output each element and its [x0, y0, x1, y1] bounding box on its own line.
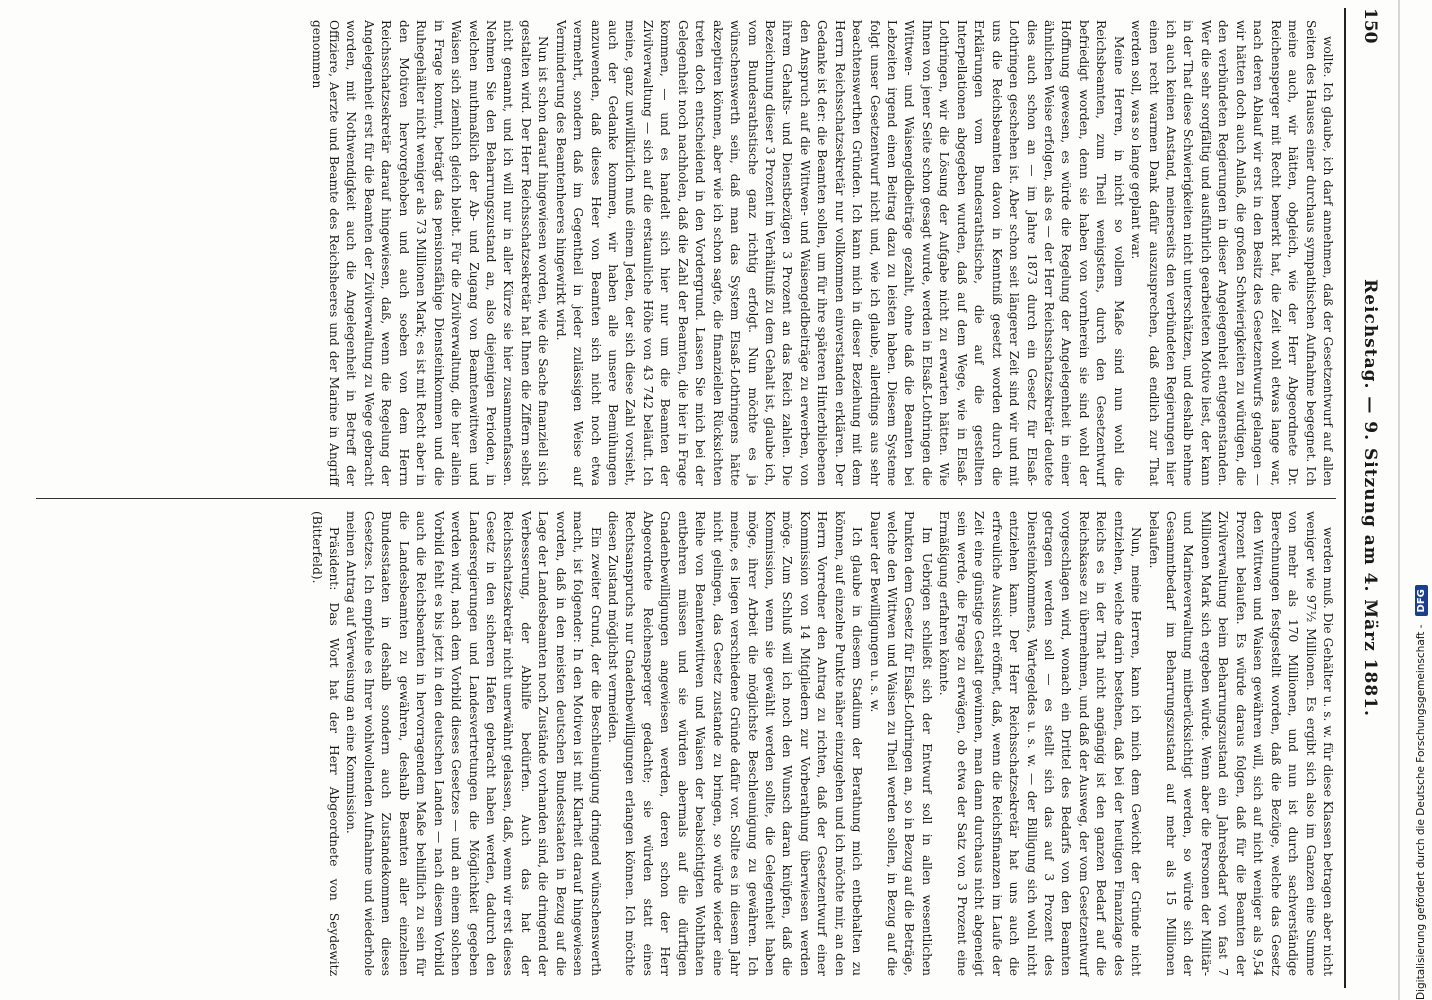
- text-columns: [36, 8, 1336, 988]
- running-header: [1348, 8, 1392, 988]
- rotated-sheet: [28, 8, 1392, 988]
- paragraph: Nun ist schon darauf hingewiesen worden, wie die Sache finanziell sich gestalten wird. Der Herr Reichsschatzsekretär hat Ihnen die Ziffern selbst nicht genannt, und ich will nur in aller Kürze sie hier zusammenfassen. Nehmen Sie den Beharrungszustand an, also diejenigen Perioden, in welchen muthmaßlich der Ab- und Zugang von Beamtenwittwen und Waisen sich ziemlich gleich bleibt. Für die Zivilverwaltung, die hier allein in Frage kommt, beträgt das pensionsfähige Diensteinkommen und die Ruhegehälter nicht weniger als 73 Millionen Mark; es ist mit Recht aber in den Motiven hervorgehoben und auch soeben von dem Herrn Reichsschatzsekretär darauf hingewiesen, daß, wenn die Regelung der Angelegenheit erst für die Beamten der Zivilverwaltung zu Wege gebracht worden, mit Nothwendigkeit auch die Angelegenheit in Betreff der Offiziere, Aerzte und Beamte des Reichsheeres und der Marine in Angriff genommen: [309, 20, 551, 486]
- imprint-text: Digitalisierung gefördert durch die Deutsche Forschungsgemeinschaft -: [1415, 624, 1427, 1000]
- digitization-imprint: [1412, 0, 1430, 1000]
- paragraph: Ein zweiter Grund, der die Beschleunigung dringend wünschenswerth macht, ist folgender: In den Motiven ist mit Klarheit darauf hingewiesen worden, daß in den meisten deutschen Bundesstaaten in Bezug auf die Lage der Landesbeamten noch Zustände vorhanden sind, die dringend der Verbesserung, der Abhilfe bedürfen. Auch das hat der Reichsschatzsekretär nicht unerwähnt gelassen, daß, wenn wir erst dieses Gesetz in den sicheren Hafen gebracht haben werden, dadurch den Landesregierungen und Landesvertretungen die Möglichkeit gegeben werden wird, nach dem Vorbild dieses Gesetzes — und an einem solchen Vorbild fehlt es bis jetzt in den deutschen Landen — nach diesem Vorbild auch die Reichsbeamten in hervorragendem Maße behilflich zu sein für die Landesbeamten zu gewähren, deshalb Beamten aller einzelnen Bundesstaaten in deshalb sondern auch Zustandekommen dieses Gesetzes. Ich empfehle es Ihrer wohlwollenden Aufnahme und wiederhole meinen Antrag auf Verweisung an eine Kommission.: [344, 511, 603, 976]
- column-right: [36, 498, 1336, 988]
- header-title: Reichstag. — 9. Sitzung am 4. März 1881.: [1360, 279, 1380, 717]
- page-number: 150: [1360, 8, 1380, 44]
- paragraph: Meine Herren, in nicht so vollem Maße sind nun wohl die Reichsbeamten, zum Theil wenigstens, durch den Gesetzentwurf befriedigt worden, denn sie haben von vornherein sie sind wohl der Hoffnung gewesen, es würde die Regelung der Angelegenheit in einer ähnlichen Weise erfolgen, als es — der Herr Reichsschatzsekretär deutete dies auch schon an — im Jahre 1873 durch ein Gesetz für Elsaß-Lothringen geschehen ist. Aber schon seit längerer Zeit sind wir und mit uns die Reichsbeamten davon in Kenntniß gesetzt worden durch die Erklärungen vom Bundesrathstische, die auf die gestellten Interpellationen abgegeben wurden, daß auf dem Wege, wie in Elsaß-Lothringen, wir die Lösung der Aufgabe nicht zu erwarten hätten. Wie Ihnen von jener Seite schon gesagt wurde, werden in Elsaß-Lothringen die Wittwen- und Waisengeldbeiträge gezahlt, ohne daß die Beamten bei Lebzeiten irgend einen Beitrag dazu zu leisten haben. Diesem Systeme folgt unser Gesetzentwurf nicht und, wie ich glaube, allerdings aus sehr beachtenswerthen Gründen. Ich kann mich in dieser Beziehung mit dem Herrn Reichsschatzsekretär nur vollkommen einverstanden erklären. Der Gedanke ist der: die Beamten sollen, um für ihre späteren Hinterbliebenen den Anspruch auf die Wittwen- und Waisengeldbeiträge zu erwerben, von ihrem Gehalts- und Dienstbezügen 3 Prozent an das Reich zahlen. Die Bezeichnung dieser 3 Prozent im Verhältniß zu dem Gehalt ist, glaube ich, vom Bundesrathstische ganz richtig erfolgt. Nun möchte es ja wünschenswerth sein, daß man das System Elsaß-Lothringens hätte akzeptiren können, aber wie ich schon sagte, die finanziellen Rücksichten treten doch entscheidend in den Vordergrund. Lassen Sie mich bei der Gelegenheit noch nachholen, daß die Zahl der Beamten, die hier in Frage kommen, — und es handelt sich hier nur um die Beamten der Zivilverwaltung — sich auf die erstaunliche Höhe von 43 742 beläuft. Ich meine, ganz unwillkürlich muß einem Jeden, der sich diese Zahl vorsieht, auch der Gedanke kommen, wir haben alle unsere Bemühungen anzuwenden, daß dieses Heer von Beamten sich nicht noch etwa vermehrt, sondern daß im Gegentheil in jeder zulässigen Weise auf Verminderung des Beamtenheeres hingewirkt wird.: [553, 20, 1126, 486]
- paragraph: werden muß. Die Gehälter u. s. w. für diese Klassen betragen aber nicht weniger wie 97½ Millionen. Es ergibt sich also im Ganzen eine Summe von mehr als 170 Millionen, und nun ist durch sachverständige Berechnungen festgestellt worden, daß die Bezüge, welche das Gesetz den Wittwen und Waisen gewähren will, sich auf nicht weniger als 9,54 Prozent belaufen. Es würde daraus folgen, daß für die Beamten der Zivilverwaltung beim Beharrungszustand ein Jahresbedarf von fast 7 Millionen Mark sich ergeben würde. Wenn aber die Personen der Militär- und Marineverwaltung mitberücksichtigt werden, so würde sich der Gesammtbedarf im Beharrungszustand auf mehr als 15 Millionen belaufen.: [1146, 511, 1335, 976]
- paragraph: Nun, meine Herren, kann ich mich dem Gewicht der Gründe nicht entziehen, welche darin bestehen, daß bei der heutigen Finanzlage des Reichs es in der That nicht angängig ist den ganzen Bedarf auf die Reichskasse zu übernehmen, und daß der Ausweg, der vom Gesetzentwurf vorgeschlagen wird, wonach ein Drittel des Bedarfs von den Beamten getragen werden soll — es stellt sich das auf 3 Prozent des Diensteinkommens, Wartegeldes u. s. w. — der Billigung sich wohl nicht entziehen kann. Der Herr Reichsschatzsekretär hat uns auch die erfreuliche Aussicht eröffnet, daß, wenn die Reichsfinanzen im Laufe der Zeit eine günstige Gestalt gewinnen, man dann durchaus nicht abgeneigt sein werde, die Frage zu erwägen, ob etwa der Satz von 3 Prozent eine Ermäßigung erfahren könnte.: [937, 511, 1144, 976]
- paragraph: Ich glaube in diesem Stadium der Berathung mich entbehalten zu können, auf einzelne Punkte näher einzugehen und ich möchte mir, an den Herrn Vorredner den Antrag zu richten, daß der Gesetzentwurf einer Kommission von 14 Mitgliedern zur Vorberathung überwiesen werden möge. Zum Schluß will ich noch den Wunsch daran knüpfen, daß die Kommission, wenn sie gewählt werden sollte, die Gelegenheit haben möge, ihrer Arbeit die möglichste Beschleunigung zu gewähren. Ich meine, es liegen verschiedene Gründe dafür vor. Sollte es in diesem Jahr nicht gelingen, das Gesetz zustande zu bringen, so würde wieder eine Reihe von Beamtenwittwen und Waisen der beabsichtigten Wohlthaten entbehren müssen und sie würden abermals auf die dürftigen Gnadenbewilligungen angewiesen werden, deren schon der Herr Abgeordnete Reichensperger gedachte; sie würden statt eines Rechtsanspruchs nur Gnadenbewilligungen erlangen können. Ich möchte diesen Zustand möglichst vermeiden.: [606, 511, 865, 976]
- column-left: [36, 8, 1336, 498]
- paragraph: Im Uebrigen schließt sich der Entwurf soll in allen wesentlichen Punkten dem Gesetz für Elsaß-Lothringen an, so in Bezug auf die Beträge, welche den Wittwen und Waisen zu Theil werden sollen, in Bezug auf die Dauer der Bewilligungen u. s. w.: [867, 511, 934, 976]
- paragraph: Präsident: Das Wort hat der Herr Abgeordnete von Seydewitz (Bitterfeld).: [309, 511, 342, 976]
- dfg-logo: DFG: [1415, 585, 1428, 616]
- header-rule: [1344, 8, 1346, 988]
- paragraph: wollte. Ich glaube, ich darf annehmen, daß der Gesetzentwurf auf allen Seiten des Hauses einer durchaus sympathischen Aufnahme begegnet. Ich meine auch, wir hätten, obgleich, wie der Herr Abgeordnete Dr. Reichensperger mit Recht bemerkt hat, die Zeit wohl etwas lange war, nach deren Ablauf wir erst in den Besitz des Gesetzentwurfs gelangen — wir hätten doch auch Anlaß, die großen Schwierigkeiten zu würdigen, die den verbündeten Regierungen in dieser Angelegenheit entgegenstanden. Wer die sehr sorgfältig und ausführlich gearbeiteten Motive liest, der kann in der That diese Schwierigkeiten nicht unterschätzen, und deshalb nehme ich auch keinen Anstand, meinerseits den verbündeten Regierungen hier einen recht warmen Dank dafür auszusprechen, daß endlich zur That werden soll, was so lange geplant war.: [1129, 20, 1335, 486]
- scan-edge: [1398, 0, 1400, 1000]
